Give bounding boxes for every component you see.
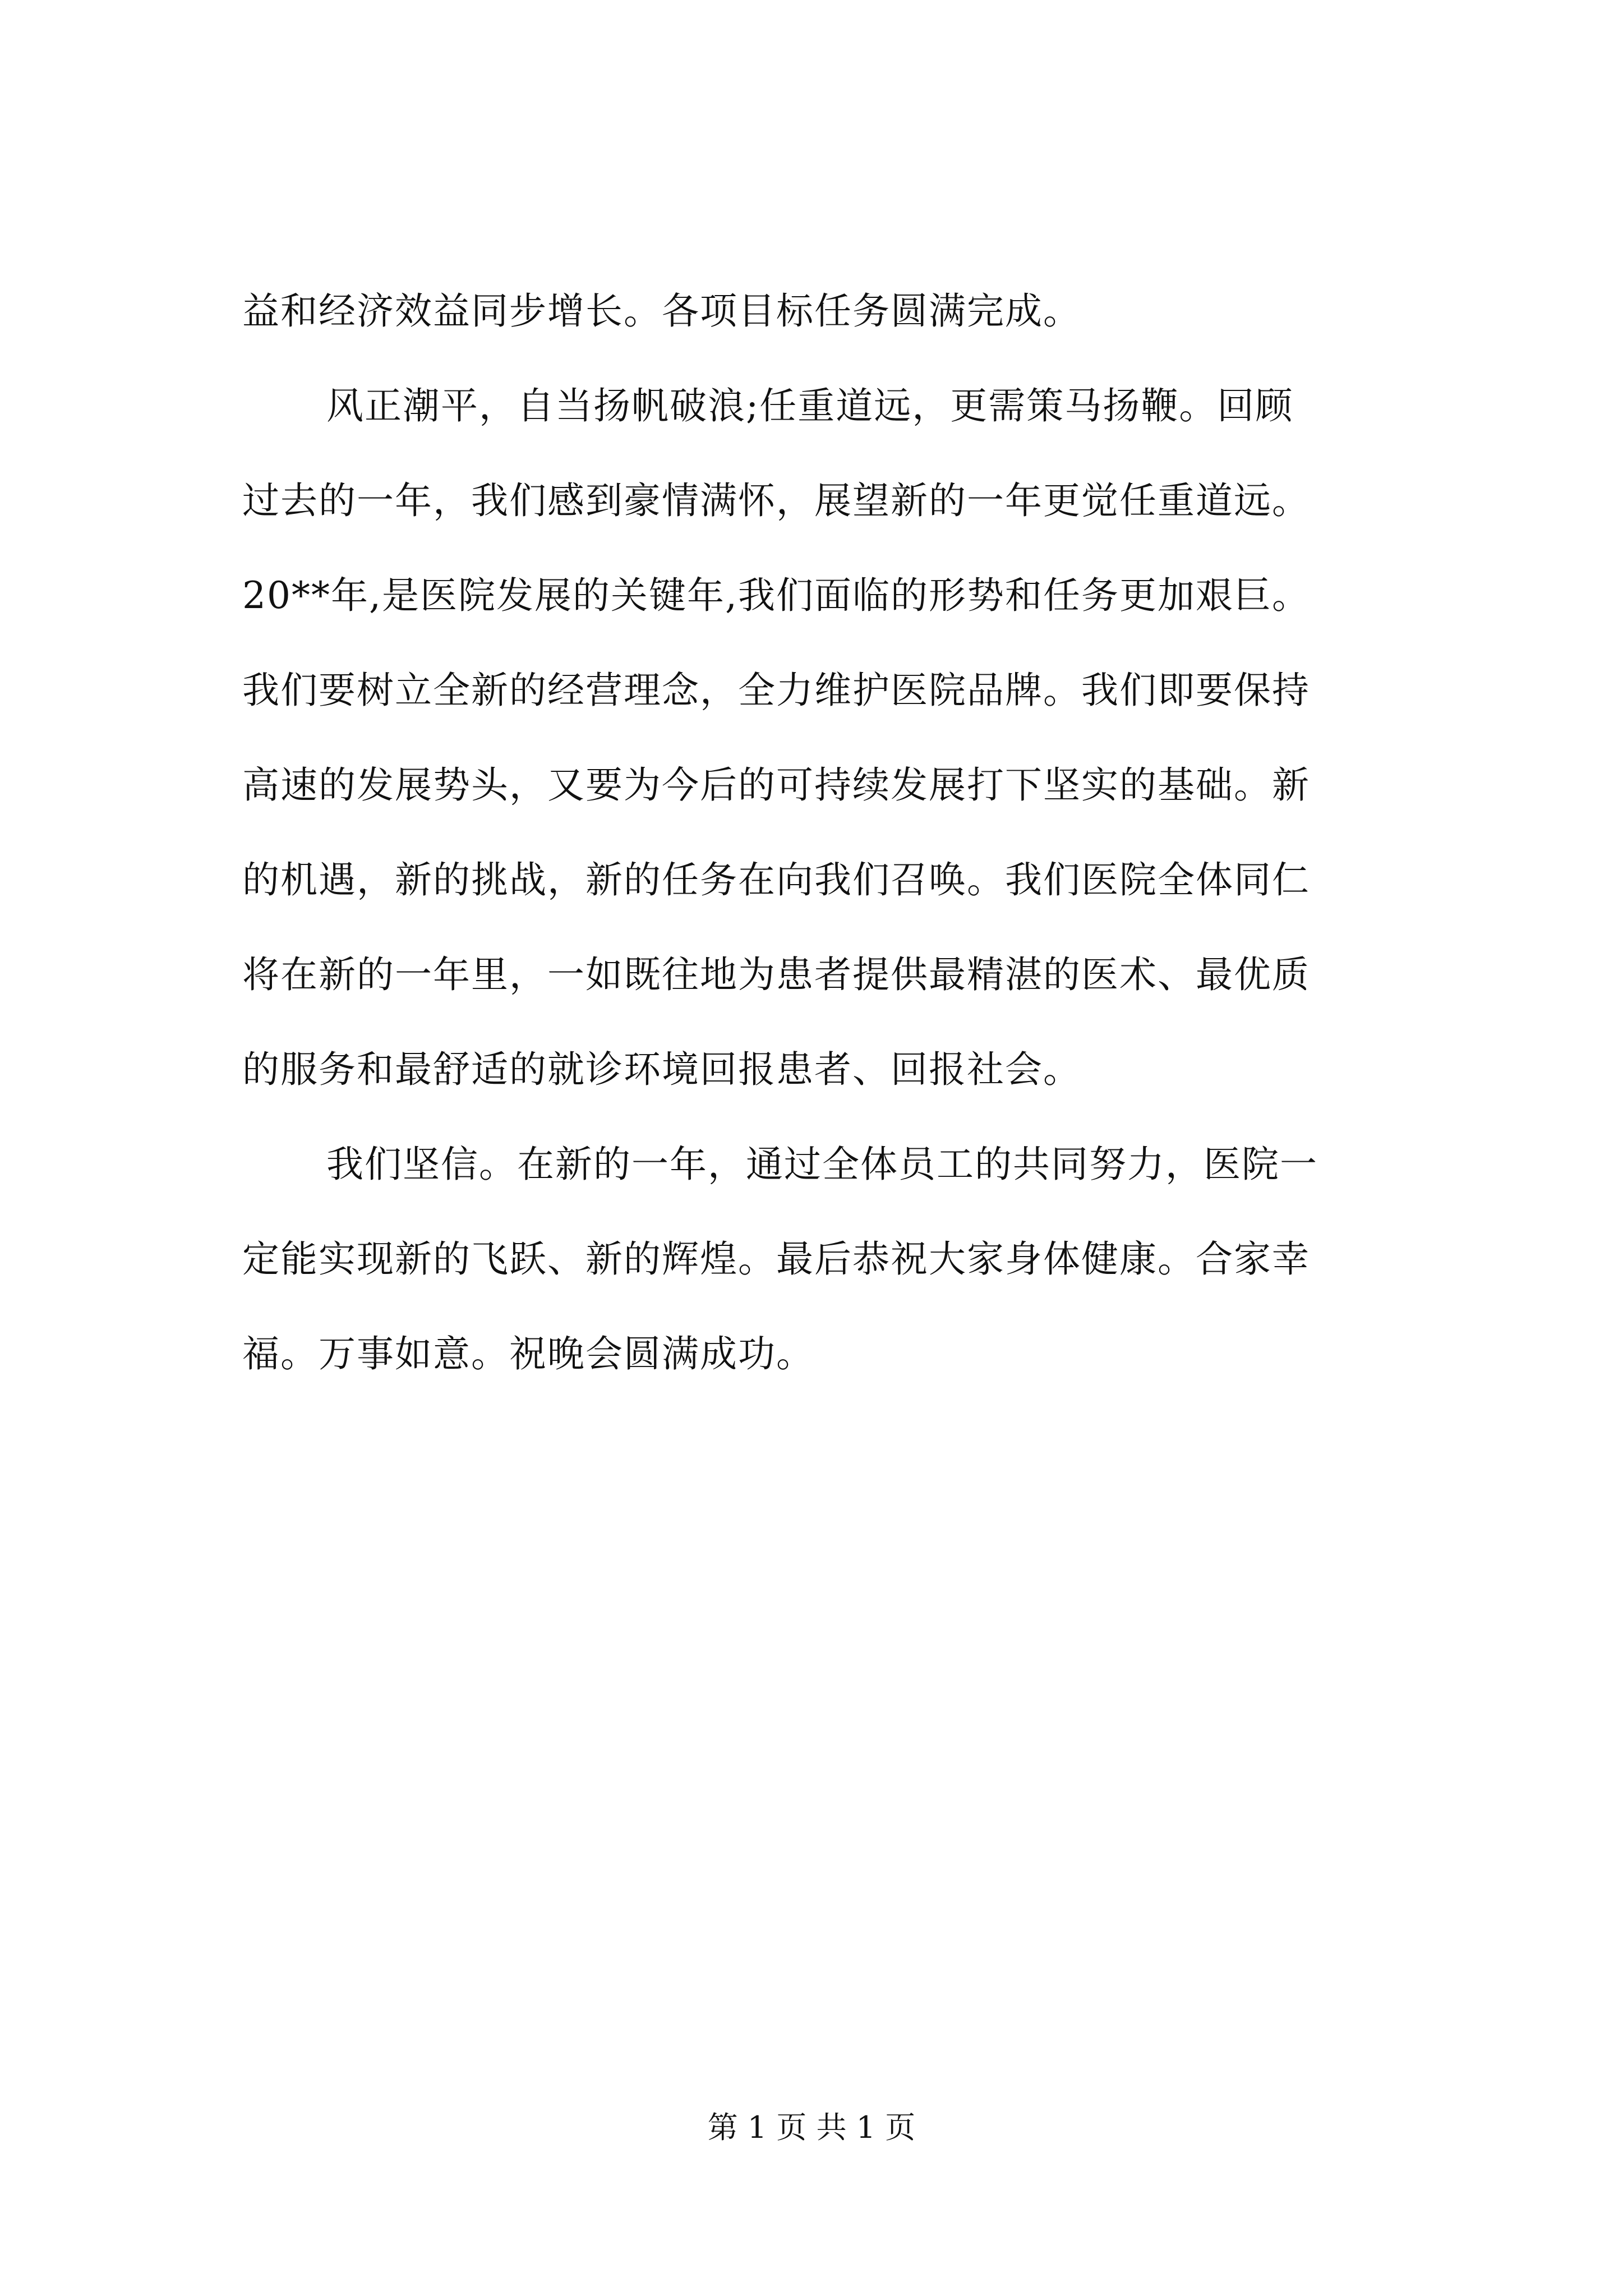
body-text [242,264,1420,1401]
text-line: 的服务和最舒适的就诊环境回报患者、回报社会。 [242,1048,1081,1091]
text-line: 过去的一年，我们感到豪情满怀，展望新的一年更觉任重道远。 [242,479,1310,522]
text-line: 的机遇，新的挑战，新的任务在向我们召唤。我们医院全体同仁 [242,858,1310,901]
text-line: 20**年,是医院发展的关键年,我们面临的形势和任务更加艰巨。 [242,574,1310,617]
text-line: 益和经济效益同步增长。各项目标任务圆满完成。 [242,289,1081,333]
text-line: 将在新的一年里，一如既往地为患者提供最精湛的医术、最优质 [242,953,1310,996]
text-line: 福。万事如意。祝晚会圆满成功。 [242,1332,814,1375]
page-footer: 第 1 页 共 1 页 [707,2110,916,2145]
text-line: 风正潮平，自当扬帆破浪;任重道远，更需策马扬鞭。回顾 [326,384,1294,427]
text-line: 高速的发展势头，又要为今后的可持续发展打下坚实的基础。新 [242,763,1310,807]
text-line: 定能实现新的飞跃、新的辉煌。最后恭祝大家身体健康。合家幸 [242,1237,1310,1281]
text-line: 我们坚信。在新的一年，通过全体员工的共同努力，医院一 [326,1143,1318,1186]
text-line: 我们要树立全新的经营理念，全力维护医院品牌。我们即要保持 [242,669,1310,712]
